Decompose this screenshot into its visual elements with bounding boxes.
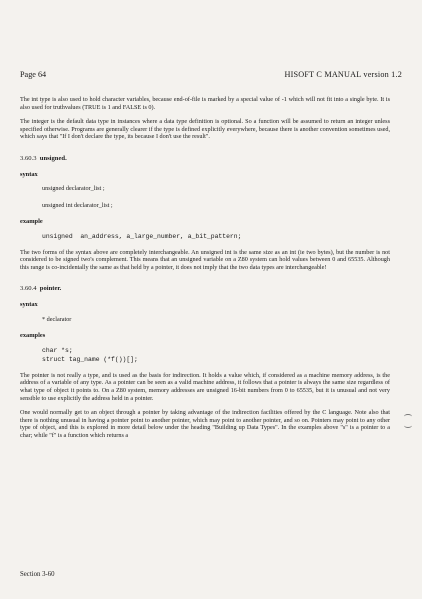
paragraph-integer-default: The integer is the default data type in instances where a data type definition is optional. So a function will be assumed to return an integer unless specified otherwise. Programs are generally clearer if the type is defined explicitly everywhere, because there is another convention sometimes used, which says that "If I don't declare the type, its because I don't use the result". <box>20 118 390 141</box>
paragraph-pointer-indirection: One would normally get to an object through a pointer by taking advantage of the indirection facilities offered by the C language. Note also that there is nothing unusual in having a pointer point to another pointer, which may point to another pointer, and so on. Pointers may point to any other type of object, and this is explored in more detail below under the heading "Building up Data Types". In the examples above "s" is a pointer to a char; while "f" is a function which returns a <box>20 409 390 440</box>
examples-label: examples <box>20 332 46 340</box>
page-header <box>20 70 402 84</box>
margin-bracket-mark <box>404 414 412 419</box>
syntax-label: syntax <box>20 300 38 308</box>
syntax-line: * declarator <box>42 315 72 323</box>
syntax-line: unsigned int declarator_list ; <box>42 201 113 209</box>
paragraph-pointer-explanation: The pointer is not really a type, and is used as the basis for indirection. It holds a value which, if considered as a machine memory address, is the address of a variable of any type. As a pointer can be seen as a valid machine address, it follows that a pointer is always the same size regardless of what type of object it points to. On a Z80 system, memory addresses are unsigned 16-bit numbers from 0 to 65535, but it is unusual and not very sensible to use explicitly the address held in a pointer. <box>20 371 390 402</box>
page-footer: Section 3-60 <box>20 571 55 578</box>
page-number: Page 64 <box>20 70 47 79</box>
section-heading-unsigned <box>20 155 390 163</box>
margin-bracket-mark <box>404 423 412 428</box>
section-heading-pointer <box>20 285 390 293</box>
syntax-label: syntax <box>20 170 38 178</box>
section-title: unsigned. <box>39 154 67 162</box>
section-number: 3.60.4 <box>20 285 37 293</box>
paragraph-unsigned-explanation: The two forms of the syntax above are completely interchangeable. An unsigned int is the same size as an int (ie two bytes), but the number is not considered to be signed two's complement. This means that an unsigned variable on a Z80 system can hold values between 0 and 65535. Although this range is co-incidentally the same as that held by a pointer, it does not imply that the two data types are interchangeable! <box>20 248 390 271</box>
example-label: example <box>20 218 43 226</box>
manual-title: HISOFT C MANUAL version 1.2 <box>284 70 402 79</box>
page-body <box>20 96 390 447</box>
code-example <box>20 347 390 364</box>
section-title: pointer. <box>39 285 62 293</box>
paragraph-int-usage: The int type is also used to hold character variables, because end-of-file is marked by a special value of -1 which will not fit into a single byte. It is also used for truthvalues (TRUE is 1 and FALSE is 0). <box>20 96 390 111</box>
syntax-line: unsigned declarator_list ; <box>42 185 105 193</box>
code-line: struct tag_name (*f())[]; <box>42 356 138 364</box>
section-number: 3.60.3 <box>20 154 37 162</box>
code-line: unsigned an_address, a_large_number, a_bit_pattern; <box>42 232 242 240</box>
code-example <box>20 233 390 241</box>
code-line: char *s; <box>42 346 73 354</box>
